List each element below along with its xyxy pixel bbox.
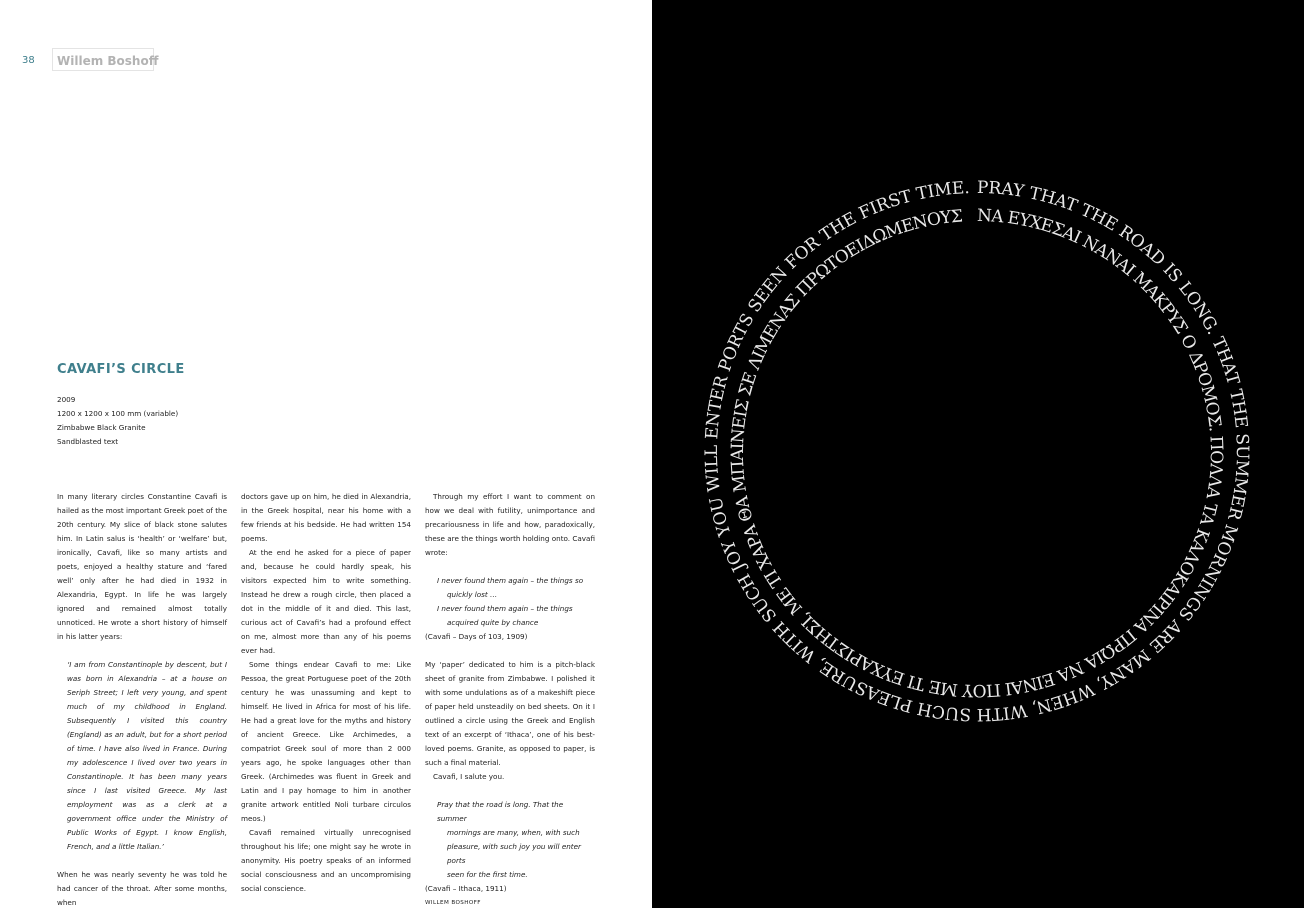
paragraph: Through my effort I want to comment on how we deal with futility, unimportance and precariousness in life and how, paradoxically, these are the things worth holding onto. Cavafi wrote: <box>425 492 595 557</box>
citation: (Cavafi – Ithaca, 1911) <box>425 884 507 893</box>
author-name: Willem Boshoff <box>57 54 159 68</box>
work-technique: Sandblasted text <box>57 437 119 446</box>
poem-line: Pray that the road is long. That the summer <box>437 800 564 823</box>
paragraph: Some things endear Cavafi to me: Like Pessoa, the great Portuguese poet of the 20th century he was unassuming and kept to himself. He lived in Africa for most of his life. He had a great love for the myths and history of ancient Greece. Like Archimedes, a compatriot Greek soul of more than 2 000 years ago, he spoke languages other than Greek. (Archimedes was fluent in Greek and Latin and I pay homage to him in another granite artwork entitled Noli turbare circulos meos.) <box>241 660 411 823</box>
page-number: 38 <box>22 55 35 66</box>
circle-greek-text: ΝΑ ΕΥΧΕΣΑΙ ΝΑΝΑΙ ΜΑΚΡΥΣ Ο ΔΡΟΜΟΣ. ΠΟΛΛΑ ΤΑ ΚΑΛΟΚΑΙΡΙΝΑ ΠΡΩΙΑ ΝΑ ΕΙΝΑΙ ΠΟΥ ΜΕ ΤΙ ΕΥΧΑΡΙΣΤΗΣΙ, ΜΕ ΤΙ ΧΑΡΑ ΘΑ ΜΠΑΙΝΕΙΣ ΣΕ ΛΙΜΕΝΑΣ ΠΡΩΤΟΕΙΔΩΜΕΝΟΥΣ <box>727 205 1227 701</box>
paragraph: When he was nearly seventy he was told he had cancer of the throat. After some months, when <box>57 870 227 907</box>
paragraph: At the end he asked for a piece of paper and, because he could hardly speak, his visitors expected him to write something. Instead he drew a rough circle, then placed a dot in the middle of it and died. This last, curious act of Cavafi’s had a profound effect on me, almost more than any of his poems ever had. <box>241 548 411 655</box>
work-details <box>57 393 178 449</box>
poem-line: acquired quite by chance <box>447 618 539 627</box>
work-dimensions: 1200 x 1200 x 100 mm (variable) <box>57 409 179 418</box>
circle-english-text: PRAY THAT THE ROAD IS LONG. THAT THE SUMMER MORNINGS ARE MANY, WHEN, WITH SUCH PLEASURE, WITH SUCH JOY YOU WILL ENTER PORTS SEEN FOR THE FIRST TIME. <box>701 177 1252 725</box>
poem-line: pleasure, with such joy you will enter ports <box>447 842 582 865</box>
paragraph: My ‘paper’ dedicated to him is a pitch-black sheet of granite from Zimbabwe. I polished it with some undulations as of a makeshift piece of paper held unsteadily on bed sheets. On it I outlined a circle using the Greek and English text of an excerpt of ‘Ithaca’, one of his best-loved poems. Granite, as opposed to paper, is such a final material. <box>425 660 595 767</box>
cavafi-quote: ‘I am from Constantinople by descent, but I was born in Alexandria – at a house on Seriph Street; I left very young, and spent much of my childhood in England. Subsequently I visited this country (England) as an adult, but for a short period of time. I have also lived in France. During my adolescence I lived over two years in Constantinople. It has been many years since I last visited Greece. My last employment was as a clerk at a government office under the Ministry of Public Works of Egypt. I know English, French, and a little Italian.’ <box>67 660 227 851</box>
paragraph: Cavafi remained virtually unrecognised throughout his life; one might say he wrote in anonymity. His poetry speaks of an informed social consciousness and an uncompromising social conscience. <box>241 828 411 893</box>
poem-line: quickly lost … <box>447 590 498 599</box>
text-column-2 <box>241 490 411 896</box>
citation: (Cavafi – Days of 103, 1909) <box>425 632 528 641</box>
poem-excerpt-ithaca <box>425 798 595 882</box>
left-page <box>0 0 652 908</box>
poem-line: I never found them again – the things so <box>437 576 584 585</box>
text-column-3 <box>425 490 595 910</box>
text-column-1 <box>57 490 227 910</box>
granite-circle-artwork <box>652 0 1304 908</box>
poem-excerpt-days-of-103 <box>425 574 595 630</box>
signature: WILLEM BOSHOFF <box>425 900 481 906</box>
poem-line: mornings are many, when, with such <box>447 828 580 837</box>
author-header <box>52 48 159 71</box>
paragraph: Cavafi, I salute you. <box>433 772 505 781</box>
work-material: Zimbabwe Black Granite <box>57 423 146 432</box>
paragraph: In many literary circles Constantine Cavafi is hailed as the most important Greek poet of the 20th century. My slice of black stone salutes him. In Latin salus is ‘health’ or ‘welfare’ but, ironically, Cavafi, like so many artists and poets, enjoyed a healthy stature and ‘fared well’ only after he had died in 1932 in Alexandria, Egypt. In life he was largely ignored and remained almost totally unnoticed. He wrote a short history of himself in his latter years: <box>57 492 227 641</box>
paragraph: doctors gave up on him, he died in Alexandria, in the Greek hospital, near his home with a few friends at his bedside. He had written 154 poems. <box>241 492 411 543</box>
work-year: 2009 <box>57 395 76 404</box>
work-title: CAVAFI’S CIRCLE <box>57 362 185 377</box>
poem-line: I never found them again – the things <box>437 604 573 613</box>
poem-line: seen for the first time. <box>447 870 528 879</box>
right-page-artwork <box>652 0 1304 908</box>
